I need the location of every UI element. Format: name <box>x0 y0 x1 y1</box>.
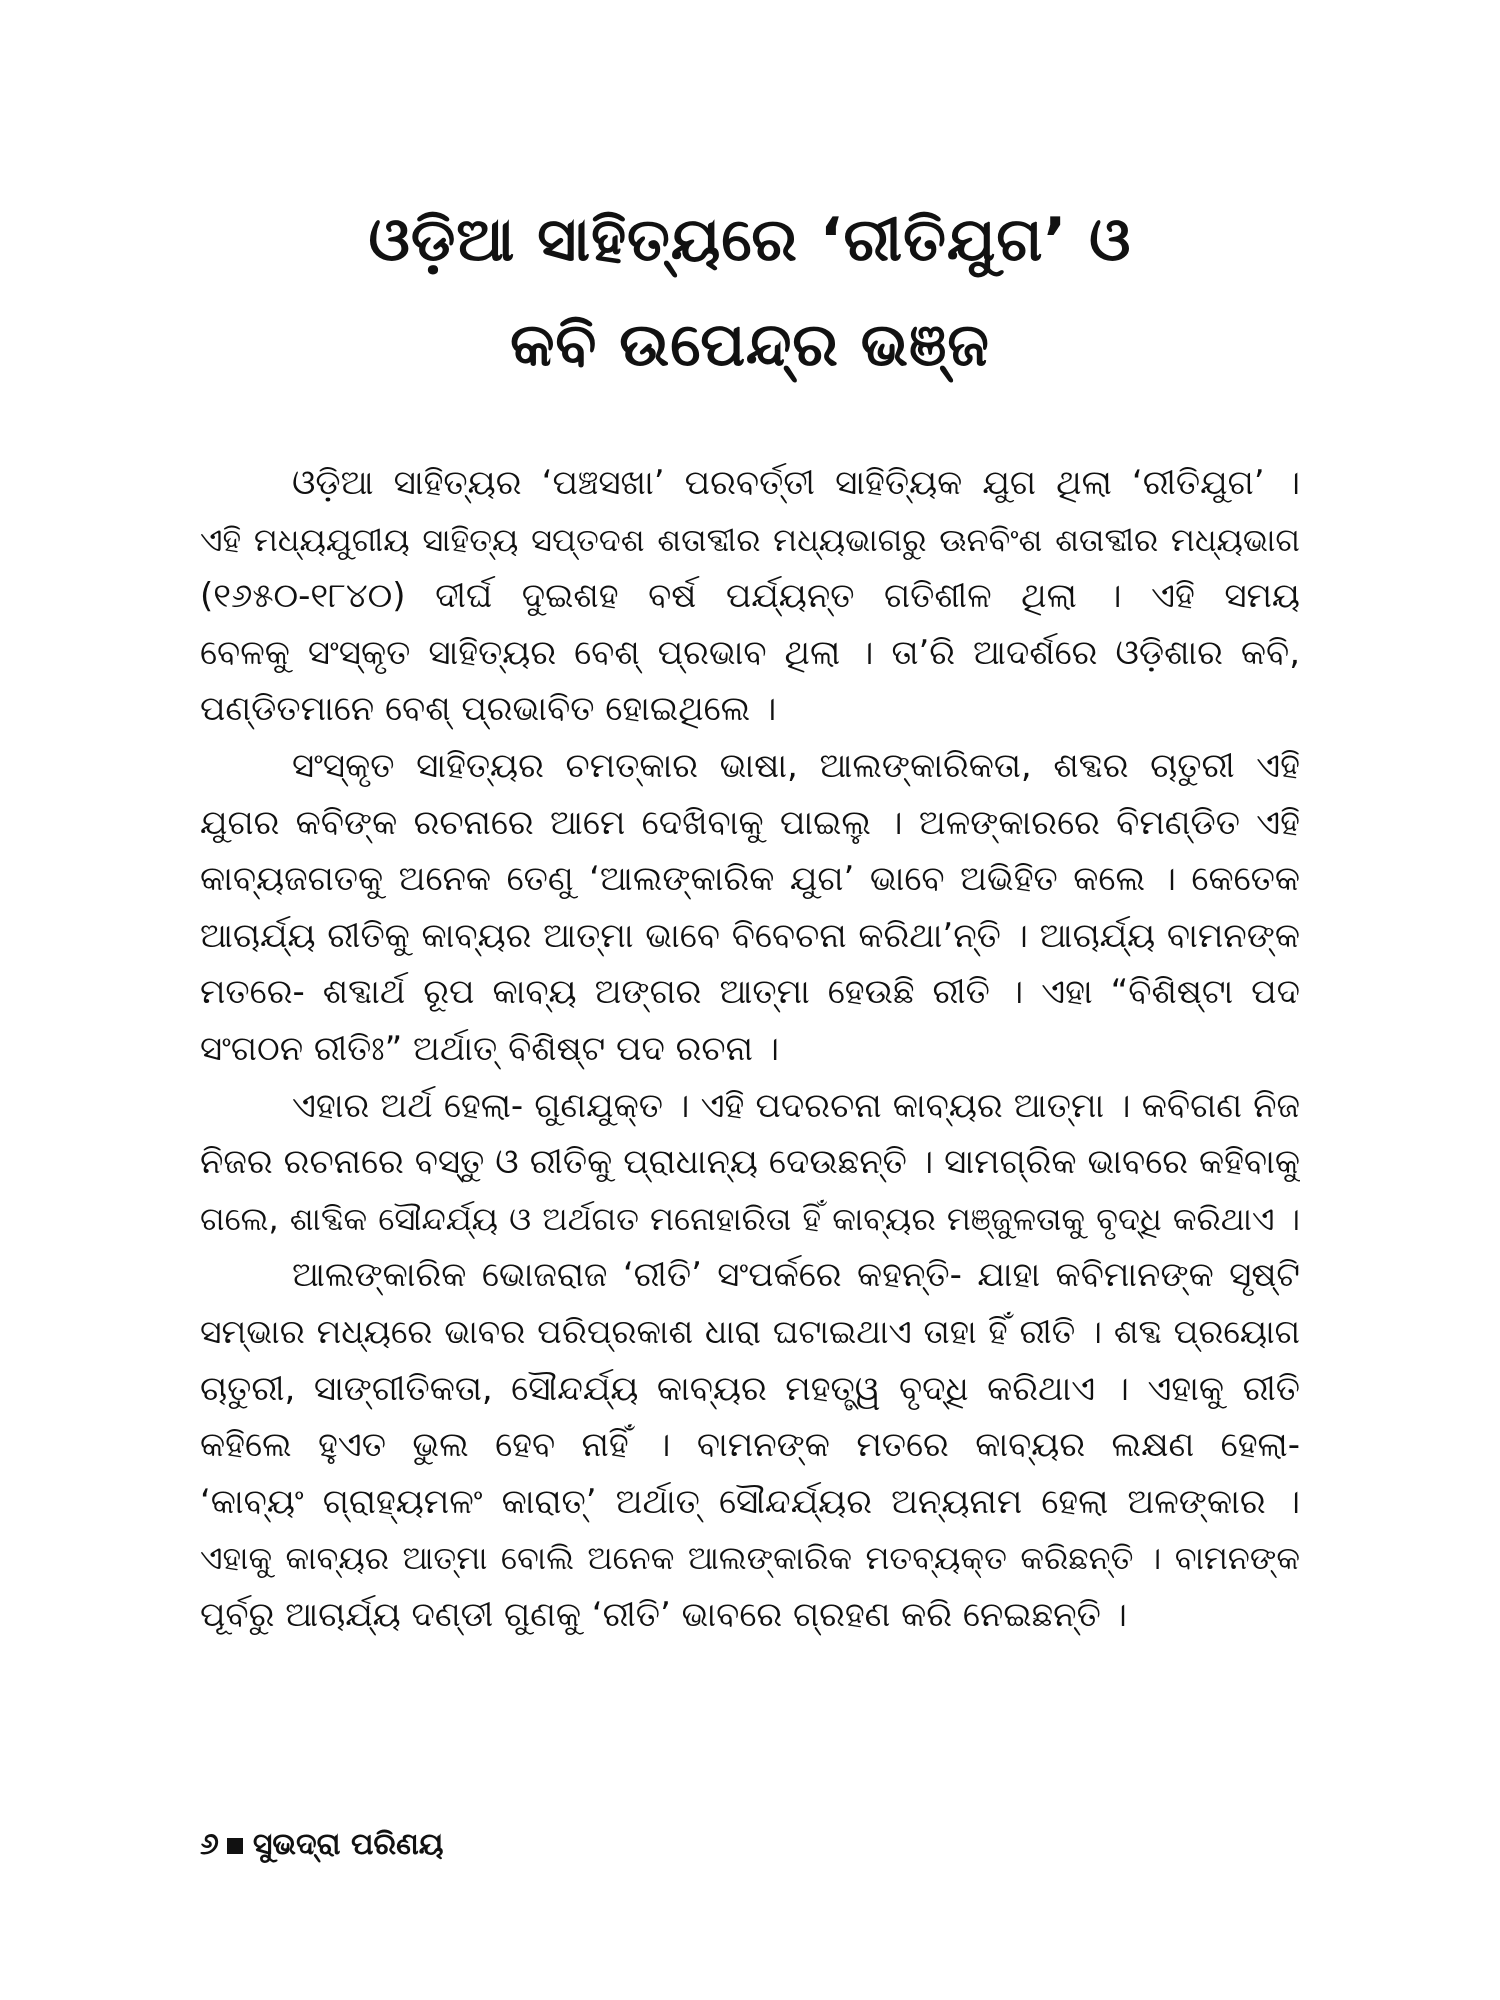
page-number: ୬ <box>200 1827 219 1862</box>
text-line: ସଂସ୍କୃତ ସାହିତ୍ୟର ଚମତ୍କାର ଭାଷା, ଆଲଙ୍କାରିକତା, ଶବ୍ଦର ଚାତୁରୀ ଏହି <box>292 745 1300 786</box>
text-line: ସମ୍ଭାର ମଧ୍ୟରେ ଭାବର ପରିପ୍ରକାଶ ଧାରା ଘଟାଇଥାଏ ତାହା ହିଁ ରୀତି । ଶବ୍ଦ ପ୍ରୟୋଗ <box>200 1311 1300 1351</box>
text-line: ଏହି ମଧ୍ୟଯୁଗୀୟ ସାହିତ୍ୟ ସପ୍ତଦଶ ଶତାବ୍ଦୀର ମଧ୍ୟଭାଗରୁ ଊନବିଂଶ ଶତାବ୍ଦୀର ମଧ୍ୟଭାଗ <box>200 520 1300 559</box>
text-line: ଯୁଗର କବିଙ୍କ ରଚନାରେ ଆମେ ଦେଖିବାକୁ ପାଇଲୁ । ଅଳଙ୍କାରରେ ବିମଣ୍ଡିତ ଏହି <box>200 802 1300 843</box>
text-line: ଓଡ଼ିଆ ସାହିତ୍ୟର ‘ପଞ୍ଚସଖା’ ପରବର୍ତ୍ତୀ ସାହିତ୍ୟିକ ଯୁଗ ଥିଲା ‘ରୀତିଯୁଗ’ । <box>292 463 1300 503</box>
text-line: ଚାତୁରୀ, ସାଙ୍ଗୀତିକତା, ସୌନ୍ଦର୍ଯ୍ୟ କାବ୍ୟର ମହତ୍ତ୍ୱ ବୃଦ୍ଧି କରିଥାଏ । ଏହାକୁ ରୀତି <box>200 1368 1300 1409</box>
chapter-title-line-2: କବି ଉପେନ୍ଦ୍ର ଭଞ୍ଜ <box>510 310 990 380</box>
text-line: ପଣ୍ଡିତମାନେ ବେଶ୍ ପ୍ରଭାବିତ ହୋଇଥିଲେ । <box>200 689 777 730</box>
book-title: ସୁଭଦ୍ରା ପରିଣୟ <box>252 1827 444 1862</box>
text-line: ଏହାକୁ କାବ୍ୟର ଆତ୍ମା ବୋଲି ଅନେକ ଆଲଙ୍କାରିକ ମତବ୍ୟକ୍ତ କରିଛନ୍ତି । ବାମନଙ୍କ <box>200 1539 1300 1578</box>
text-line: ‘କାବ୍ୟଂ ଗ୍ରାହ୍ୟମଳଂ କାରାତ୍’ ଅର୍ଥାତ୍ ସୌନ୍ଦର୍ଯ୍ୟର ଅନ୍ୟନାମ ହେଲା ଅଳଙ୍କାର । <box>200 1481 1300 1522</box>
text-line: ନିଜର ରଚନାରେ ବସ୍ତୁ ଓ ରୀତିକୁ ପ୍ରାଧାନ୍ୟ ଦେଉଛନ୍ତି । ସାମଗ୍ରିକ ଭାବରେ କହିବାକୁ <box>200 1142 1300 1183</box>
body-text <box>200 455 1300 1643</box>
text-line: ଆଲଙ୍କାରିକ ଭୋଜରାଜ ‘ରୀତି’ ସଂପର୍କରେ କହନ୍ତି- ଯାହା କବିମାନଙ୍କ ସୃଷ୍ଟି <box>292 1255 1300 1296</box>
square-bullet-icon <box>227 1838 243 1854</box>
page-footer <box>200 1825 444 1865</box>
chapter-title-line-1: ଓଡ଼ିଆ ସାହିତ୍ୟରେ ‘ରୀତିଯୁଗ’ ଓ <box>368 205 1132 275</box>
text-line: କାବ୍ୟଜଗତକୁ ଅନେକ ତେଣୁ ‘ଆଲଙ୍କାରିକ ଯୁଗ’ ଭାବେ ଅଭିହିତ କଲେ । କେତେକ <box>200 859 1300 900</box>
text-line: ମତରେ- ଶବ୍ଦାର୍ଥ ରୂପ କାବ୍ୟ ଅଙ୍ଗର ଆତ୍ମା ହେଉଛି ରୀତି । ଏହା “ବିଶିଷ୍ଟା ପଦ <box>200 972 1300 1013</box>
text-line: ପୂର୍ବରୁ ଆଚାର୍ଯ୍ୟ ଦଣ୍ଡୀ ଗୁଣକୁ ‘ରୀତି’ ଭାବରେ ଗ୍ରହଣ କରି ନେଇଛନ୍ତି । <box>200 1594 1127 1635</box>
text-line: ଗଲେ, ଶାବ୍ଦିକ ସୌନ୍ଦର୍ଯ୍ୟ ଓ ଅର୍ଥଗତ ମନୋହାରିତା ହିଁ କାବ୍ୟର ମଞ୍ଜୁଳତାକୁ ବୃଦ୍ଧି କରିଥାଏ । <box>200 1199 1300 1238</box>
text-line: କହିଲେ ହୁଏତ ଭୁଲ ହେବ ନାହିଁ । ବାମନଙ୍କ ମତରେ କାବ୍ୟର ଲକ୍ଷଣ ହେଲା- <box>200 1425 1300 1466</box>
text-line: (୧୬୫୦-୧୮୪୦) ଦୀର୍ଘ ଦୁଇଶହ ବର୍ଷ ପର୍ଯ୍ୟନ୍ତ ଗତିଶୀଳ ଥିଲା । ଏହି ସମୟ <box>200 576 1300 617</box>
text-line: ଆଚାର୍ଯ୍ୟ ରୀତିକୁ କାବ୍ୟର ଆତ୍ମା ଭାବେ ବିବେଚନା କରିଥା’ନ୍ତି । ଆଚାର୍ଯ୍ୟ ବାମନଙ୍କ <box>200 915 1300 956</box>
text-line: ଏହାର ଅର୍ଥ ହେଲା- ଗୁଣଯୁକ୍ତ । ଏହି ପଦରଚନା କାବ୍ୟର ଆତ୍ମା । କବିଗଣ ନିଜ <box>292 1085 1300 1126</box>
text-line: ସଂଗଠନ ରୀତିଃ” ଅର୍ଥାତ୍ ବିଶିଷ୍ଟ ପଦ ରଚନା । <box>200 1028 780 1069</box>
text-line: ବେଳକୁ ସଂସ୍କୃତ ସାହିତ୍ୟର ବେଶ୍ ପ୍ରଭାବ ଥିଲା । ତା’ରି ଆଦର୍ଶରେ ଓଡ଼ିଶାର କବି, <box>200 632 1300 673</box>
